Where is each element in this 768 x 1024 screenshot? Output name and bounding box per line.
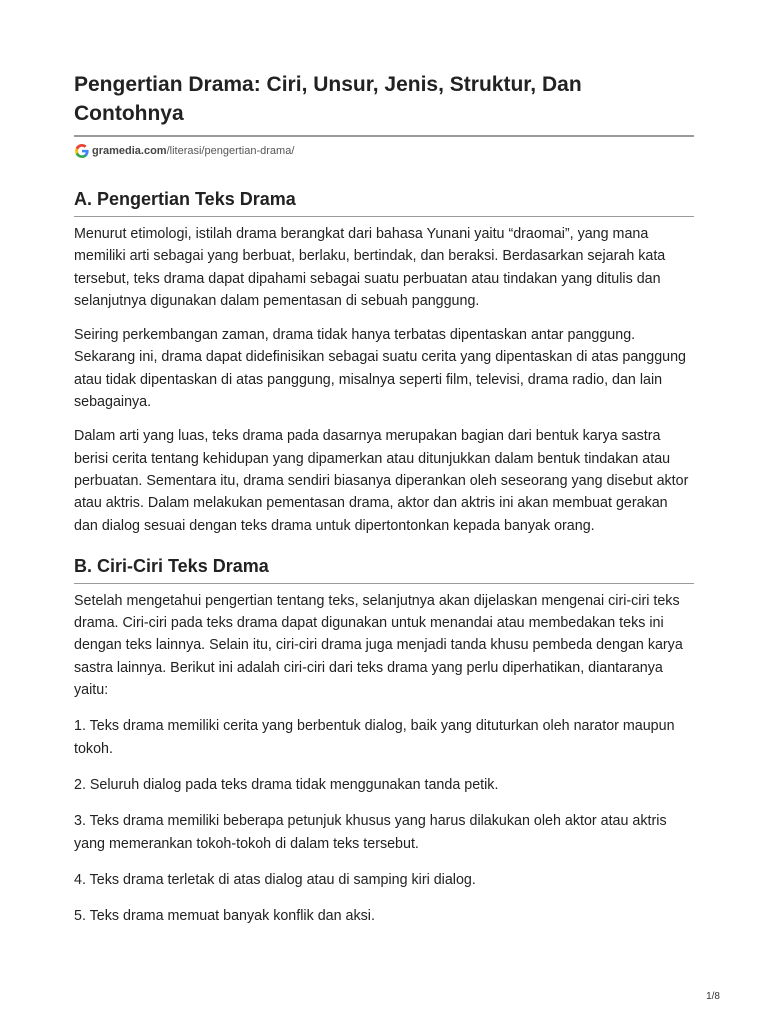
source-path-link[interactable]: /literasi/pengertian-drama/ [166, 145, 295, 157]
paragraph: Menurut etimologi, istilah drama berangkat dari bahasa Yunani yaitu “draomai”, yang mana memiliki arti sebagai yang berbuat, berlaku, bertindak, dan beraksi. Berdasarkan sejarah kata tersebut, teks drama dapat dipahami sebagai suatu perbuatan atau tindakan yang ditulis dan selanjutnya digunakan dalam pementasan di sebuah panggung. [74, 226, 666, 309]
page-number: 1/8 [706, 991, 720, 1002]
list-item: 1. Teks drama memiliki cerita yang berbentuk dialog, baik yang dituturkan oleh narator maupun tokoh. [74, 718, 675, 757]
section-heading-ciri-ciri: B. Ciri-Ciri Teks Drama [74, 555, 269, 576]
google-g-icon [74, 143, 90, 159]
section-divider [74, 216, 694, 217]
list-item: 2. Seluruh dialog pada teks drama tidak menggunakan tanda petik. [74, 776, 499, 793]
section-heading-pengertian: A. Pengertian Teks Drama [74, 189, 296, 209]
title-divider [74, 135, 694, 137]
paragraph: Dalam arti yang luas, teks drama pada dasarnya merupakan bagian dari bentuk karya sastra berisi cerita tentang kehidupan yang dipamerkan atau ditunjukkan dalam bentuk tindakan atau perbuatan. Sementara itu, drama sendiri biasanya diperankan oleh seseorang yang disebut aktor atau aktris. Dalam melakukan pementasan drama, aktor dan aktris ini akan membuat gerakan dan dialog sesuai dengan teks drama untuk dipertontonkan kepada banyak orang. [74, 428, 689, 534]
list-item: 3. Teks drama memiliki beberapa petunjuk khusus yang harus dilakukan oleh aktor atau aktris yang memerankan tokoh-tokoh di dalam teks tersebut. [74, 813, 667, 852]
paragraph: Seiring perkembangan zaman, drama tidak hanya terbatas dipentaskan antar panggung. Sekarang ini, drama dapat didefinisikan sebagai suatu cerita yang dipentaskan di atas panggung atau tidak dipentaskan di atas panggung, misalnya seperti film, televisi, drama radio, dan lain sebagainya. [74, 327, 687, 411]
document-page [74, 70, 694, 927]
source-domain-link[interactable]: gramedia.com [92, 145, 167, 157]
section-divider [74, 583, 694, 584]
list-item: 5. Teks drama memuat banyak konflik dan aksi. [74, 908, 375, 925]
list-item: 4. Teks drama terletak di atas dialog atau di samping kiri dialog. [74, 871, 476, 888]
paragraph: Setelah mengetahui pengertian tentang teks, selanjutnya akan dijelaskan mengenai ciri-ciri teks drama. Ciri-ciri pada teks drama dapat digunakan untuk menandai atau membedakan teks ini dengan teks lainnya. Selain itu, ciri-ciri drama juga menjadi tanda khusu pembeda dengan karya sastra lainnya. Berikut ini adalah ciri-ciri dari teks drama yang perlu diperhatikan, diantaranya yaitu: [74, 592, 683, 699]
source-line [74, 142, 694, 160]
page-title: Pengertian Drama: Ciri, Unsur, Jenis, Struktur, Dan Contohnya [74, 73, 582, 125]
